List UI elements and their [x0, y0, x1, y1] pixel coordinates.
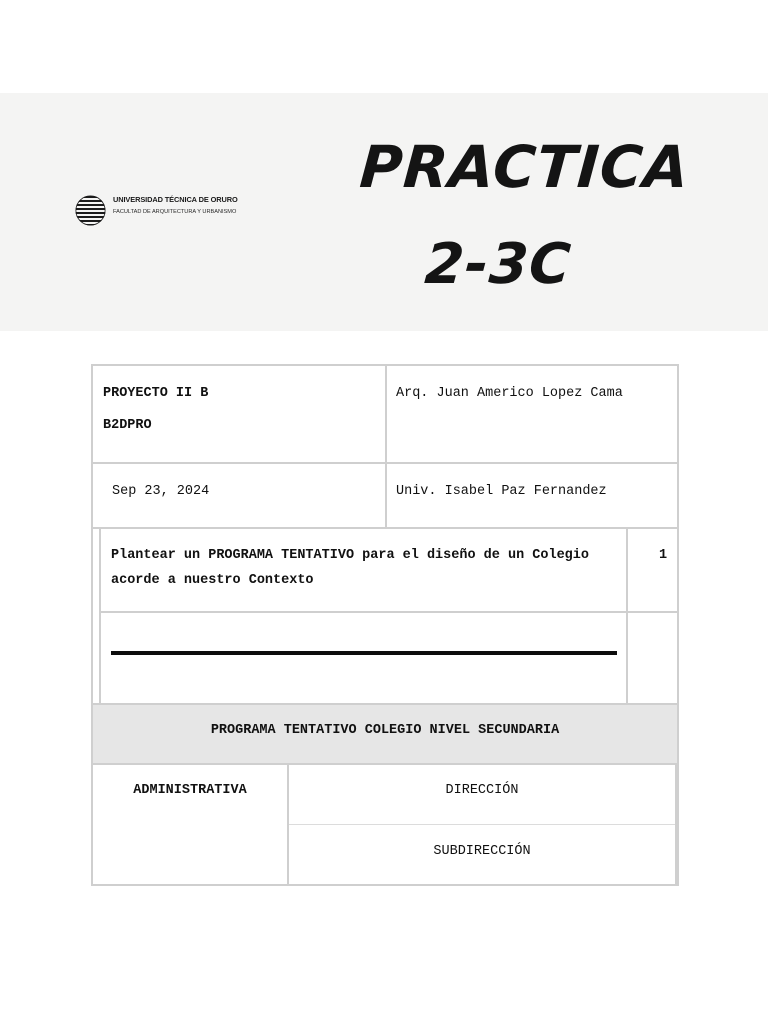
task-number: 1	[658, 548, 668, 563]
column-divider	[385, 366, 387, 528]
program-space: SUBDIRECCIÓN	[433, 844, 531, 859]
date: Sep 23, 2024	[112, 484, 210, 499]
row-divider	[289, 824, 675, 825]
course-code: B2DPRO	[103, 418, 152, 433]
program-space: DIRECCIÓN	[445, 783, 519, 798]
faculty-name: FACULTAD DE ARQUITECTURA Y URBANISMO	[113, 209, 237, 215]
row-divider	[93, 462, 677, 464]
right-border	[675, 765, 677, 885]
student-name: Univ. Isabel Paz Fernandez	[396, 484, 607, 499]
page-title-line-2: 2-3C	[422, 232, 574, 297]
info-table	[91, 364, 679, 886]
task-inner-border	[99, 528, 101, 703]
task-number-divider	[626, 528, 628, 703]
program-area: ADMINISTRATIVA	[133, 783, 247, 798]
program-title: PROGRAMA TENTATIVO COLEGIO NIVEL SECUNDARIA	[210, 723, 560, 738]
university-name: UNIVERSIDAD TÉCNICA DE ORURO	[113, 195, 238, 204]
horizontal-rule	[111, 651, 617, 655]
section-header	[93, 703, 677, 765]
course-name: PROYECTO II B	[103, 386, 209, 401]
row-divider	[93, 527, 677, 529]
striped-sphere-logo-icon	[75, 195, 106, 226]
university-logo	[75, 195, 255, 227]
row-divider	[93, 763, 677, 765]
row-divider	[99, 611, 677, 613]
task-description: Plantear un PROGRAMA TENTATIVO para el diseño de un Colegio acorde a nuestro Contexto	[111, 548, 589, 588]
page-title-line-1: PRACTICA	[357, 133, 692, 201]
teacher-name: Arq. Juan Americo Lopez Cama	[396, 386, 623, 401]
